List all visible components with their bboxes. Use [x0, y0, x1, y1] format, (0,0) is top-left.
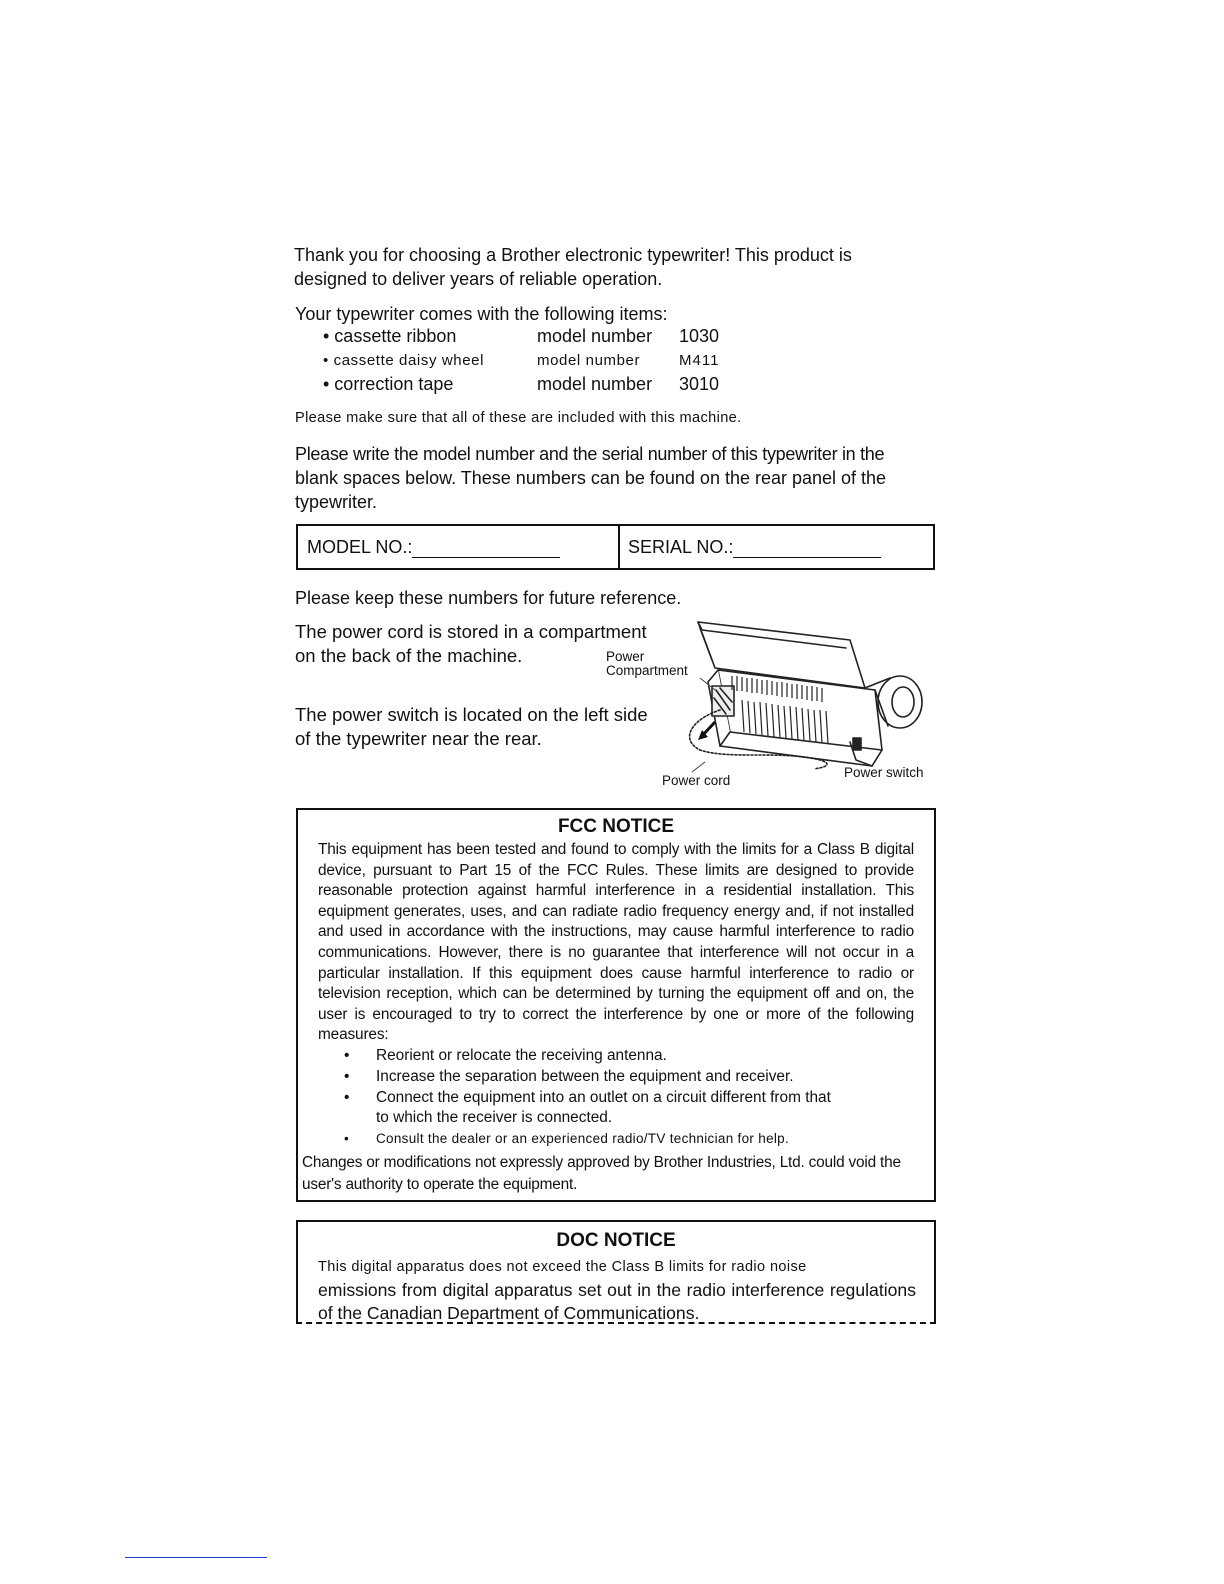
doc-notice-title: DOC NOTICE	[556, 1230, 676, 1251]
serial-instructions	[295, 442, 937, 514]
intro-paragraph	[294, 243, 936, 291]
fcc-measures-list	[344, 1046, 904, 1150]
doc-notice-text: emissions from digital apparatus set out in the radio interference regulations of the Canadian Department of Communications.	[318, 1280, 916, 1323]
serial-number-label: SERIAL NO.:	[628, 537, 734, 557]
power-cord-text	[295, 620, 647, 668]
doc-notice-box	[296, 1220, 936, 1324]
power-cord-line-1: The power cord is stored in a compartment	[295, 621, 647, 642]
item-model-label: model number	[537, 352, 641, 369]
items-heading: Your typewriter comes with the following items:	[295, 304, 668, 324]
item-model-number: M411	[679, 352, 720, 369]
fcc-notice-box	[296, 808, 936, 1202]
power-cord-caption: Power cord	[662, 773, 731, 788]
serial-instructions-line-2: blank spaces below. These numbers can be found on the rear panel of the	[295, 468, 887, 488]
serial-number-field[interactable]	[628, 537, 881, 558]
fcc-notice-footer: Changes or modifications not expressly approved by Brother Industries, Ltd. could void the user's authority to operate the equipment.	[302, 1154, 901, 1193]
list-item	[344, 1088, 904, 1130]
item-name: • correction tape	[323, 374, 454, 394]
power-switch-line-2: of the typewriter near the rear.	[295, 728, 542, 749]
intro-line-1: Thank you for choosing a Brother electronic typewriter! This product is	[294, 245, 852, 265]
box-divider	[618, 526, 620, 568]
item-name: • cassette daisy wheel	[323, 352, 485, 369]
fcc-measure-text: Consult the dealer or an experienced radio/TV technician for help.	[376, 1131, 790, 1147]
model-number-label: MODEL NO.:	[307, 537, 413, 557]
power-compartment-caption	[606, 650, 688, 678]
item-model-number: 1030	[679, 326, 720, 346]
bullet-icon: •	[344, 1131, 350, 1147]
list-item	[344, 1067, 904, 1088]
power-cord-line-2: on the back of the machine.	[295, 645, 523, 666]
serial-instructions-line-1: Please write the model number and the serial number of this typewriter in the	[295, 444, 885, 464]
item-model-label: model number	[537, 326, 653, 346]
fcc-measure-text: Reorient or relocate the receiving antenna.	[376, 1047, 667, 1064]
serial-number-blank[interactable]	[733, 541, 881, 558]
power-compartment-caption-line-2: Compartment	[606, 663, 688, 678]
power-compartment-caption-line-1: Power	[606, 649, 645, 664]
list-item	[344, 1129, 904, 1150]
power-switch-text	[295, 703, 648, 751]
power-switch-line-1: The power switch is located on the left side	[295, 704, 648, 725]
model-number-blank[interactable]	[412, 541, 560, 558]
fcc-notice-title: FCC NOTICE	[557, 816, 675, 837]
fcc-measure-text: Increase the separation between the equipment and receiver.	[376, 1067, 794, 1085]
fcc-measure-text: Connect the equipment into an outlet on a circuit different from that to which the receiver is connected.	[376, 1088, 831, 1127]
bullet-icon: •	[344, 1088, 350, 1106]
footer-link-rule	[125, 1557, 267, 1558]
doc-notice-lead: This digital apparatus does not exceed the Class B limits for radio noise	[318, 1259, 807, 1275]
doc-notice-body	[318, 1256, 916, 1325]
model-serial-box	[296, 524, 935, 570]
keep-numbers-note: Please keep these numbers for future reference.	[295, 588, 682, 608]
bullet-icon: •	[344, 1067, 350, 1085]
fcc-notice-body: This equipment has been tested and found to comply with the limits for a Class B digital device, pursuant to Part 15 of the FCC Rules. These limits are designed to provide reasonable protection against harmful interference in a residential installation. This equipment generates, uses, and can radiate radio frequency energy and, if not installed and used in accordance with the instructions, may cause harmful interference to radio communications. However, there is no guarantee that interference will not occur in a particular installation. If this equipment does cause harmful interference to radio or television reception, which can be determined by turning the equipment off and on, the user is encouraged to try to correct the interference by one or more of the following measures:	[318, 841, 914, 1044]
power-switch-caption: Power switch	[844, 765, 924, 780]
items-check-note: Please make sure that all of these are included with this machine.	[295, 410, 742, 426]
item-model-number: 3010	[679, 374, 720, 394]
list-item	[344, 1046, 904, 1067]
intro-line-2: designed to deliver years of reliable operation.	[294, 269, 663, 289]
serial-instructions-line-3: typewriter.	[295, 492, 378, 512]
model-number-field[interactable]	[307, 537, 560, 558]
item-model-label: model number	[537, 374, 653, 394]
typewriter-illustration	[660, 610, 940, 790]
bullet-icon: •	[344, 1047, 350, 1064]
item-name: • cassette ribbon	[323, 326, 457, 346]
